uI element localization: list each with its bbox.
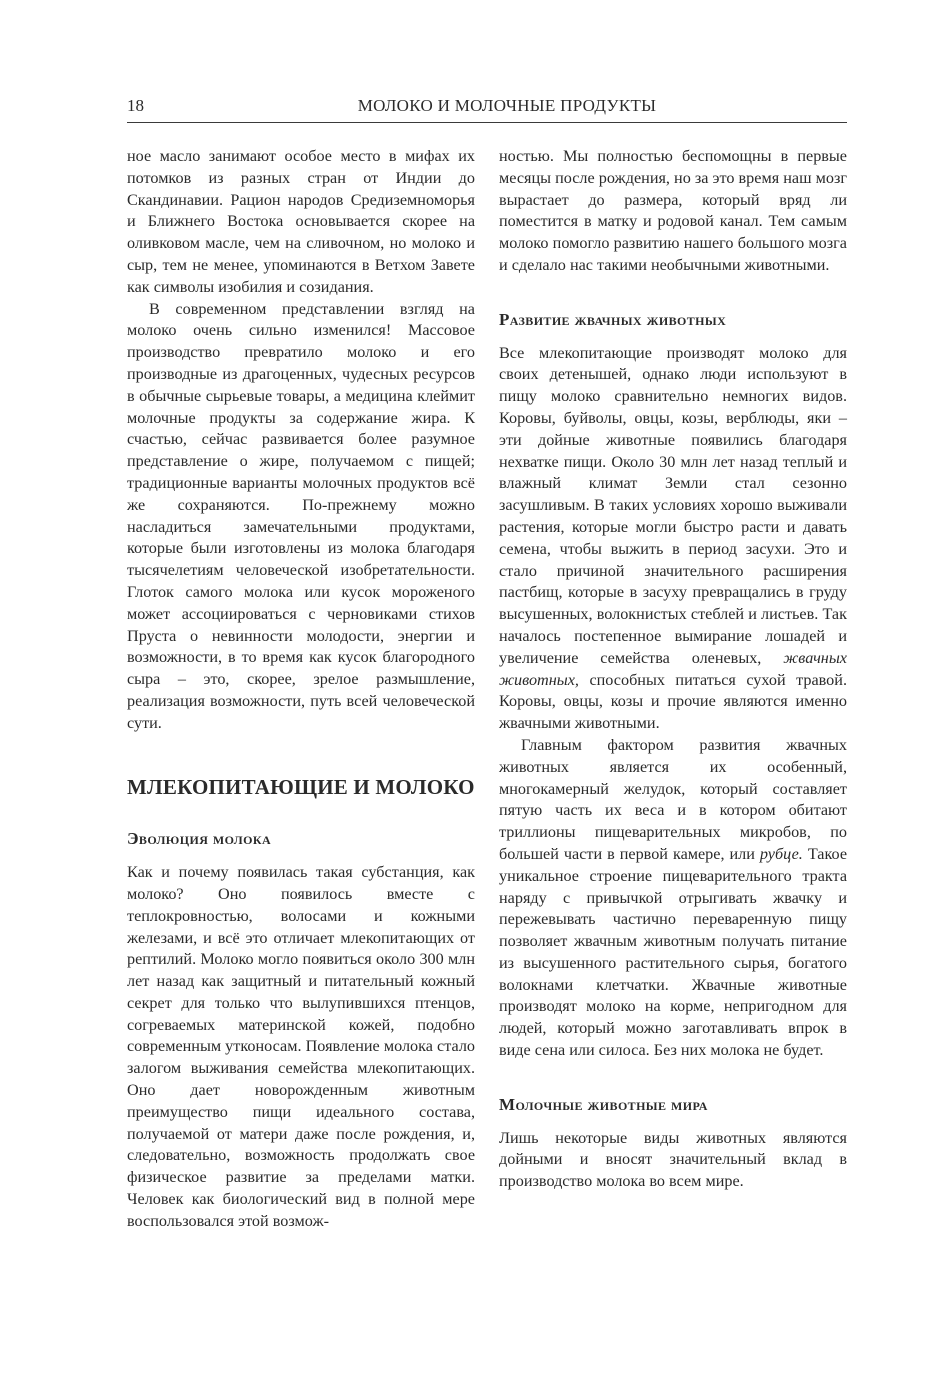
paragraph: В современном представлении взгляд на молоко очень сильно изменился! Массовое производство превратило молоко и его производные из драгоценных, чудесных ресурсов в обычные сырьевые товары, а медицина клеймит молочные продукты за содержание жира. К счастью, сейчас развивается более разумное представление о жире, получаемом с пищей; традиционные варианты молочных продуктов всё же сохраняются. По-прежнему можно насладиться замечательными продуктами, которые были изготовлены из молока благодаря тысячелетиям человеческой изобретательности. Глоток самого молока или кусок мороженого может ассоциироваться с черновиками стихов Пруста о невинности молодости, энергии и возможности, в то время как кусок благородного сыра – это, скорее, зрелое размышление, реализация возможности, путь всей человеческой сути. [127, 299, 475, 732]
subsection-title: Эволюция молока [127, 829, 272, 849]
text-run: Такое уникальное строение пищеварительного тракта наряду с привычкой отрыгивать жвачку и пережевывать частично переваренную пищу позволяет жвачным животным получать питание из высушенного растительного сырья, богатого волокнами клетчатки. Жвачные животные производят молоко на корме, непригодном для людей, который можно заготавливать впрок в виде сена или силоса. Без них молока не будет. [499, 844, 847, 1060]
paragraph: ностью. Мы полностью беспомощны в первые месяцы после рождения, но за это время наш мозг вырастает до размера, который вряд ли поместится в матку и родовой канал. Тем самым молоко помогло развитию нашего большого мозга и сделало нас такими необычными животными. [499, 147, 847, 274]
page-number: 18 [127, 96, 144, 115]
italic-term: рубце. [759, 844, 803, 863]
text-run: Все млекопитающие производят молоко для своих детенышей, однако люди используют в пищу молоко сравнительно немногих видов. Коровы, буйволы, овцы, козы, верблюды, яки – эти дойные животные появились благодаря нехватке пищи. Около 30 млн лет назад теплый и влажный климат Земли стал сезонно засушливым. В таких условиях хорошо выживали растения, которые могли быстро расти и давать семена, чтобы выжить в период засухи. Это и стало причиной значительного расширения пастбищ, которые в засуху превращались в груду высушенных, волокнистых стеблей и листьев. Так началось постепенное вымирание лошадей и увеличение семейства оленевых, [499, 343, 847, 667]
paragraph: ное масло занимают особое место в мифах их потомков из разных стран от Индии до Скандинавии. Рацион народов Средиземноморья и Ближнего Востока основывается скорее на оливковом масле, чем на сливочном, но молоко и сыр, тем не менее, упоминаются в Ветхом Завете как символы изобилия и созидания. [127, 147, 475, 296]
paragraph: Лишь некоторые виды животных являются дойными и вносят значительный вклад в производство молока во всем мире. [499, 1128, 847, 1191]
paragraph [499, 343, 847, 735]
paragraph [499, 735, 847, 1062]
text-run: Главным фактором развития жвачных животных является их особенный, многокамерный желудок, который составляет пятую часть их веса и в котором обитают триллионы пищеварительных микробов, по большей части в первой камере, или [499, 735, 847, 863]
header-rule [127, 122, 847, 123]
italic-term: жвачных животных, [499, 648, 847, 689]
subsection-title: Развитие жвачных животных [499, 309, 727, 329]
right-column [499, 146, 847, 1193]
page-header [127, 96, 847, 122]
paragraph: Как и почему появилась такая субстанция, как молоко? Оно появилось вместе с теплокровностью, волосами и кожными железами, и всё это отличает млекопитающих от рептилий. Молоко могло появиться около 300 млн лет назад как защитный и питательный кожный секрет для только что вылупившихся птенцов, согреваемых материнской кожей, подобно современным утконосам. Появление молока стало залогом выживания семейства млекопитающих. Оно дает новорожденным животным преимущество пищи идеального состава, получаемой от матери даже после рождения, и, следовательно, возможность продолжать свое физическое развитие за пределами матки. Человек как биологический вид в полной мере воспользовался этой возмож- [127, 863, 475, 1230]
running-title: МОЛОКО И МОЛОЧНЫЕ ПРОДУКТЫ [357, 96, 657, 115]
section-title: МЛЕКОПИТАЮЩИЕ И МОЛОКО [127, 774, 475, 799]
subsection-title: Молочные животные мира [499, 1094, 708, 1114]
text-run: способных питаться сухой травой. Коровы, овцы, козы и прочие являются именно жвачными животными. [499, 670, 847, 733]
left-column [127, 146, 475, 1233]
